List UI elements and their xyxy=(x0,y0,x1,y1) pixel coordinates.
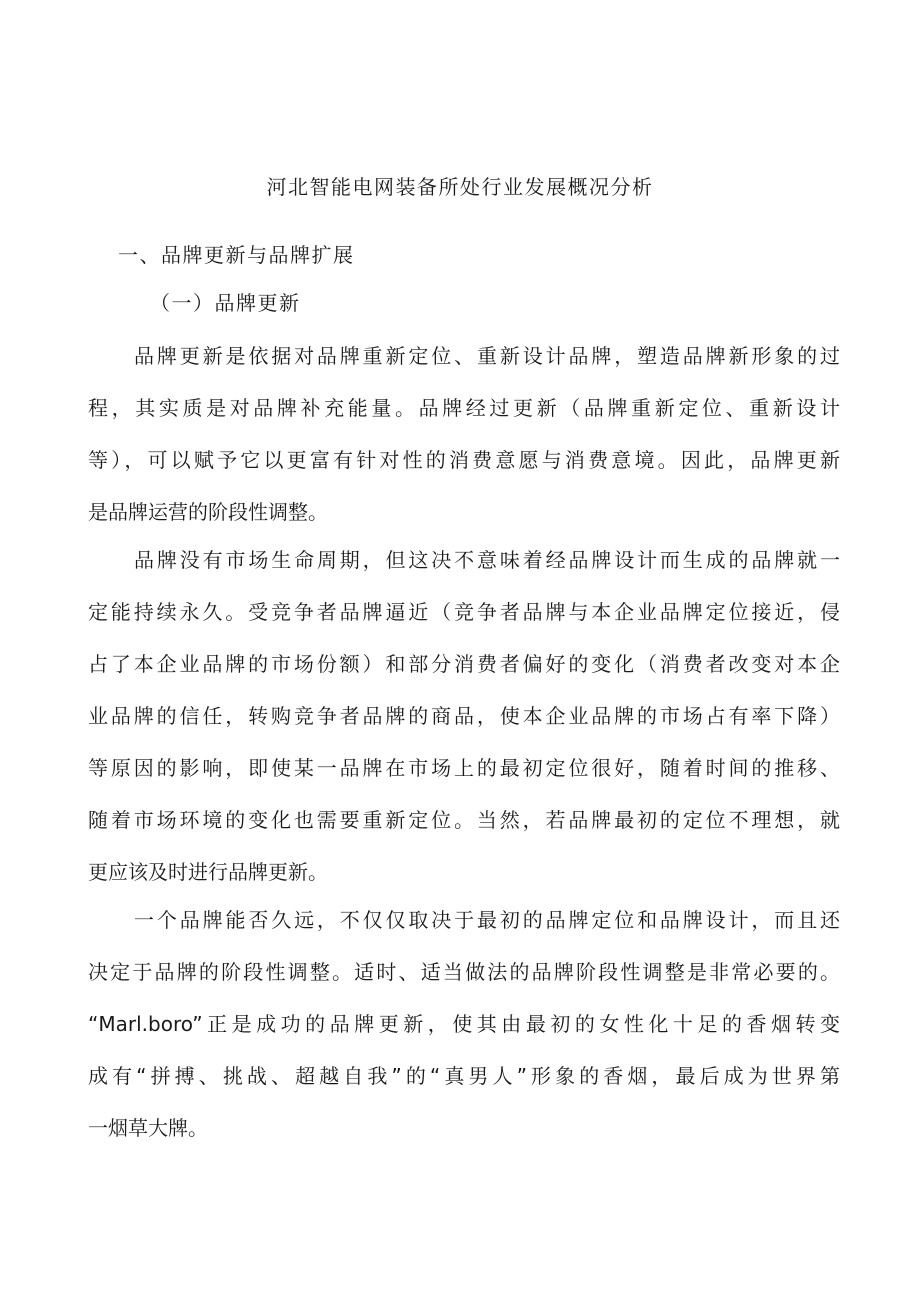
paragraph-line: 品牌更新是依据对品牌重新定位、重新设计品牌，塑造品牌新形象的过 xyxy=(134,344,840,368)
paragraph-3 xyxy=(88,905,840,1165)
paragraph-line: 定能持续永久。受竞争者品牌逼近（竞争者品牌与本企业品牌定位接近，侵 xyxy=(88,600,840,624)
paragraph-line: 占了本企业品牌的市场份额）和部分消费者偏好的变化（消费者改变对本企 xyxy=(88,652,840,676)
paragraph-line: 成有“拼搏、挑战、超越自我”的“真男人”形象的香烟，最后成为世界第 xyxy=(88,1064,840,1088)
paragraph-2 xyxy=(88,545,840,909)
paragraph-line: 一个品牌能否久远，不仅仅取决于最初的品牌定位和品牌设计，而且还 xyxy=(134,908,840,932)
paragraph-line: “Marl.boro”正是成功的品牌更新，使其由最初的女性化十足的香烟转变 xyxy=(88,1012,840,1036)
paragraph-line: 更应该及时进行品牌更新。 xyxy=(88,860,328,884)
paragraph-line: 决定于品牌的阶段性调整。适时、适当做法的品牌阶段性调整是非常必要的。 xyxy=(88,960,840,984)
paragraph-line: 业品牌的信任，转购竞争者品牌的商品，使本企业品牌的市场占有率下降） xyxy=(88,704,840,728)
paragraph-line: 等），可以赋予它以更富有针对性的消费意愿与消费意境。因此，品牌更新 xyxy=(88,448,840,472)
paragraph-1 xyxy=(88,341,840,549)
paragraph-line: 随着市场环境的变化也需要重新定位。当然，若品牌最初的定位不理想，就 xyxy=(88,808,840,832)
section-heading: 一、品牌更新与品牌扩展 xyxy=(118,243,355,267)
paragraph-line: 品牌没有市场生命周期，但这决不意味着经品牌设计而生成的品牌就一 xyxy=(134,548,840,572)
document-title: 河北智能电网装备所处行业发展概况分析 xyxy=(266,175,654,199)
paragraph-line: 程，其实质是对品牌补充能量。品牌经过更新（品牌重新定位、重新设计 xyxy=(88,396,840,420)
subsection-heading: （一）品牌更新 xyxy=(150,291,301,315)
paragraph-line: 是品牌运营的阶段性调整。 xyxy=(88,500,328,524)
paragraph-line: 等原因的影响，即使某一品牌在市场上的最初定位很好，随着时间的推移、 xyxy=(88,756,840,780)
paragraph-line: 一烟草大牌。 xyxy=(88,1116,208,1140)
